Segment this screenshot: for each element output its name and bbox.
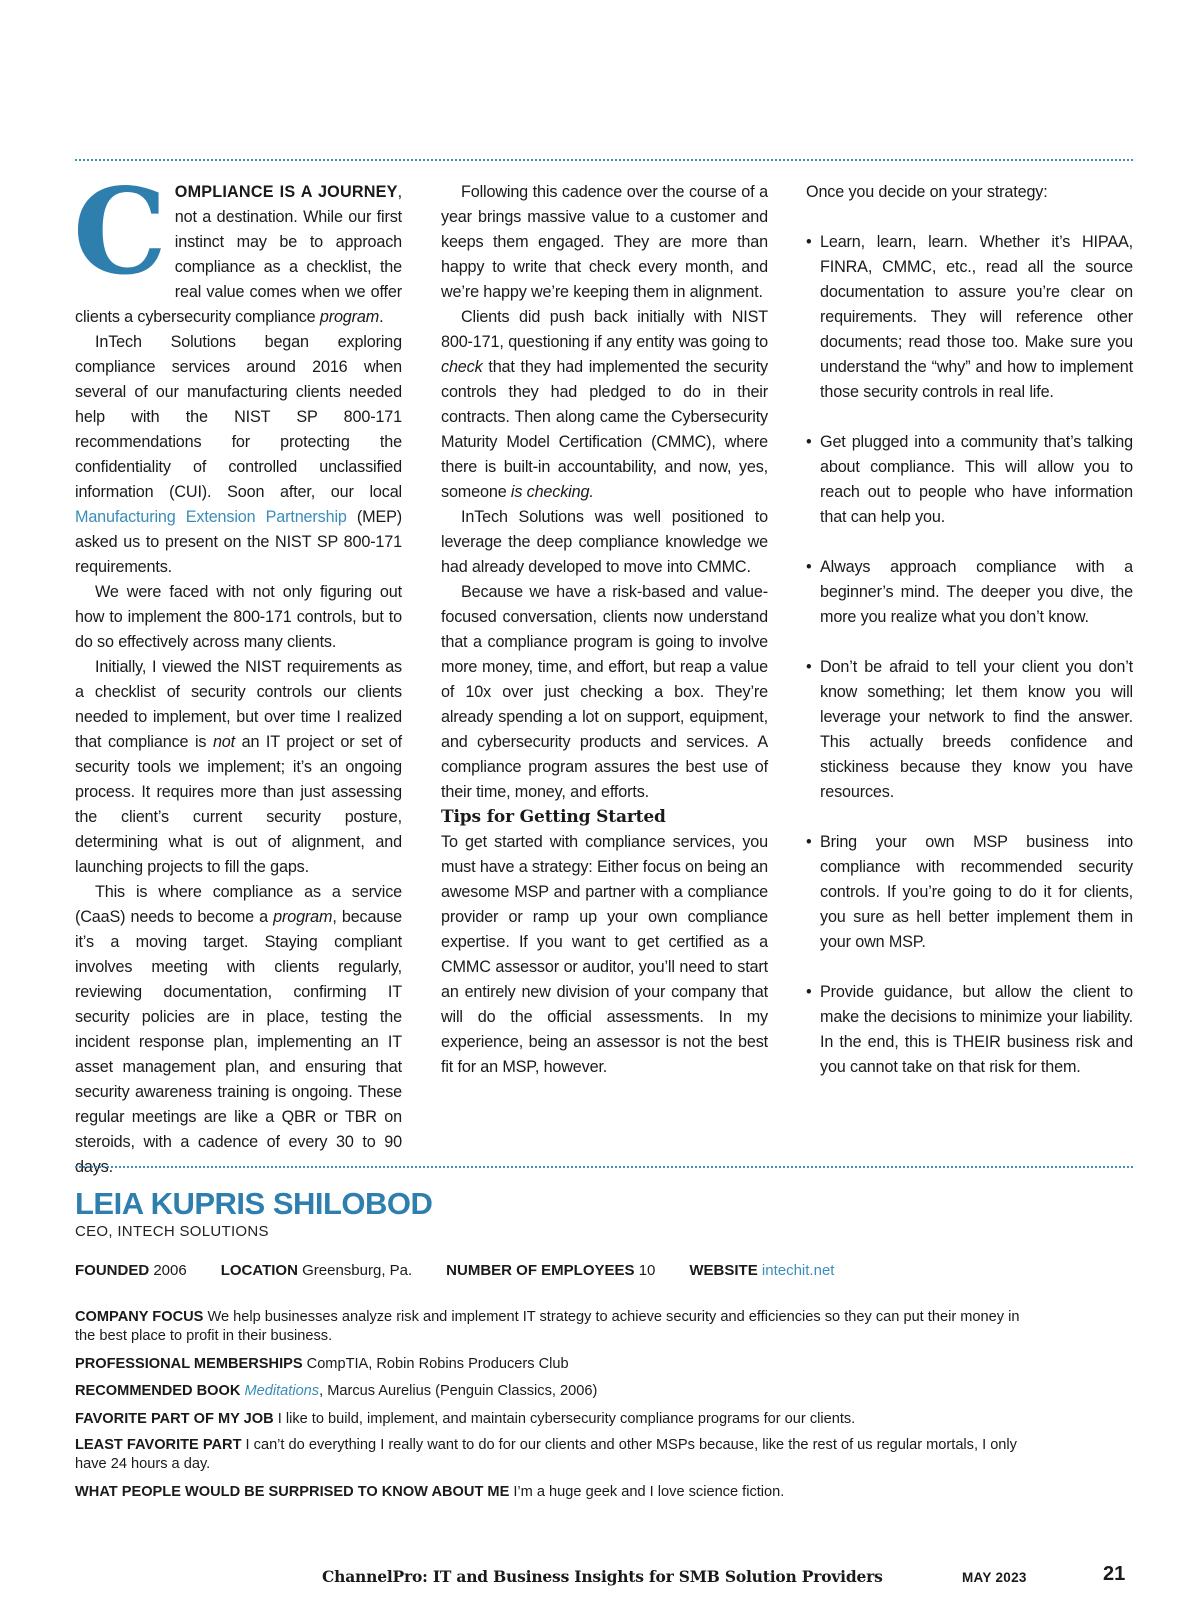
strategy-intro: Once you decide on your strategy: <box>806 183 1048 201</box>
favorite-part: FAVORITE PART OF MY JOB I like to build, implement, and maintain cybersecurity compliance programs for our clients. <box>75 1411 856 1427</box>
author-title: CEO, INTECH SOLUTIONS <box>75 1223 269 1240</box>
company-focus: COMPANY FOCUS We help businesses analyze risk and implement IT strategy to achieve security and efficiencies so they can put their money in the best place to profit in their business. <box>75 1309 1020 1344</box>
website-link[interactable]: intechit.net <box>761 1262 835 1279</box>
fact-website: WEBSITE intechit.net <box>689 1262 835 1279</box>
company-facts <box>75 1262 868 1279</box>
paragraph-5: This is where compliance as a service (CaaS) needs to become a program, because it’s a moving target. Staying compliant involves meeting with clients regularly, reviewing documentation, confirming IT security policies are in place, testing the incident response plan, implementing an IT asset management plan, and ensuring that security awareness training is ongoing. These regular meetings are like a QBR or TBR on steroids, with a cadence of every 30 to 90 days. <box>75 883 402 1176</box>
paragraph-8: InTech Solutions was well positioned to leverage the deep compliance knowledge we had already developed to move into CMMC. <box>441 508 768 576</box>
article-column-2 <box>441 180 768 1080</box>
paragraph-3: We were faced with not only figuring out how to implement the 800-171 controls, but to do so effectively across many clients. <box>75 583 402 651</box>
fact-location: LOCATION Greensburg, Pa. <box>220 1262 413 1279</box>
paragraph-1: COMPLIANCE IS A JOURNEY, not a destination. While our first instinct may be to approach compliance as a checklist, the real value comes when we offer clients a cybersecurity compliance program. <box>73 162 402 326</box>
article-column-1 <box>73 162 402 1180</box>
paragraph-4: Initially, I viewed the NIST requirements as a checklist of security controls our clients needed to implement, but over time I realized that compliance is not an IT project or set of security tools we implement; it’s an ongoing process. It requires more than just assessing the client’s current security posture, determining what is out of alignment, and launching projects to fill the gaps. <box>75 658 402 876</box>
paragraph-6: Following this cadence over the course of a year brings massive value to a customer and keeps them engaged. They are more than happy to write that check every month, and we’re happy we’re keeping them in alignment. <box>441 183 768 301</box>
publication-title: ChannelPro: IT and Business Insights for SMB Solution Providers <box>322 1567 883 1586</box>
paragraph-9: Because we have a risk-based and value-focused conversation, clients now understand that a compliance program is going to involve more money, time, and effort, but reap a value of 10x over just checking a box. They’re already spending a lot on support, equipment, and cybersecurity products and services. A compliance program assures the best use of their time, money, and efforts. <box>441 583 768 801</box>
bio-divider <box>75 1166 1133 1168</box>
author-name: LEIA KUPRIS SHILOBOD <box>75 1186 433 1221</box>
paragraph-7: Clients did push back initially with NIST 800-171, questioning if any entity was going to check that they had implemented the security controls they had pledged to do in their contracts. Then along came the Cybersecurity Maturity Model Certification (CMMC), where there is built-in accountability, and now, yes, someone is checking. <box>441 308 768 501</box>
top-divider <box>75 159 1133 161</box>
professional-memberships: PROFESSIONAL MEMBERSHIPS CompTIA, Robin Robins Producers Club <box>75 1356 569 1372</box>
page-number: 21 <box>1103 1563 1126 1585</box>
fact-employees: NUMBER OF EMPLOYEES 10 <box>446 1262 656 1279</box>
paragraph-10: To get started with compliance services, you must have a strategy: Either focus on being an awesome MSP and partner with a compliance provider or ramp up your own compliance expertise. If you want to get certified as a CMMC assessor or auditor, you’ll need to start an entirely new division of your company that will do the official assessments. In my experience, being an assessor is not the best fit for an MSP, however. <box>441 833 768 1076</box>
mep-link[interactable]: Manufacturing Extension Partnership <box>75 508 347 526</box>
tip-bullet: • Bring your own MSP business into compliance with recommended security controls. If you’re going to do it for clients, you sure as hell better implement them in your own MSP. <box>806 830 1133 955</box>
recommended-book: RECOMMENDED BOOK Meditations, Marcus Aurelius (Penguin Classics, 2006) <box>75 1383 598 1399</box>
least-favorite-part: LEAST FAVORITE PART I can’t do everything I really want to do for our clients and other MSPs because, like the rest of us regular mortals, I only have 24 hours a day. <box>75 1437 1017 1472</box>
issue-date: MAY 2023 <box>962 1570 1027 1585</box>
paragraph-2: InTech Solutions began exploring compliance services around 2016 when several of our manufacturing clients needed help with the NIST SP 800-171 recommendations for protecting the confidentiality of controlled unclassified information (CUI). Soon after, our local Manufacturing Extension Partnership (MEP) asked us to present on the NIST SP 800-171 requirements. <box>75 333 402 576</box>
fact-founded: FOUNDED 2006 <box>75 1262 187 1279</box>
tip-bullet: • Don’t be afraid to tell your client you don’t know something; let them know you will leverage your network to find the answer. This actually breeds confidence and stickiness because they know you have resources. <box>806 655 1133 805</box>
tip-bullet: • Get plugged into a community that’s talking about compliance. This will allow you to reach out to people who have information that can help you. <box>806 430 1133 530</box>
tip-bullet: • Provide guidance, but allow the client to make the decisions to minimize your liability. In the end, this is THEIR business risk and you cannot take on that risk for them. <box>806 980 1133 1080</box>
tip-bullet: • Always approach compliance with a beginner’s mind. The deeper you dive, the more you realize what you don’t know. <box>806 555 1133 630</box>
lead-in: OMPLIANCE IS A JOURNEY <box>174 183 398 201</box>
surprise-fact: WHAT PEOPLE WOULD BE SURPRISED TO KNOW ABOUT ME I’m a huge geek and I love science fiction. <box>75 1484 785 1500</box>
tip-bullet: • Learn, learn, learn. Whether it’s HIPAA, FINRA, CMMC, etc., read all the source documentation to assure you’re clear on requirements. They will reference other documents; read those too. Make sure you understand the “why” and how to implement those security controls in real life. <box>806 230 1133 405</box>
tips-heading: Tips for Getting Started <box>441 807 666 827</box>
drop-cap: C <box>73 162 167 301</box>
article-column-3 <box>806 180 1133 1080</box>
